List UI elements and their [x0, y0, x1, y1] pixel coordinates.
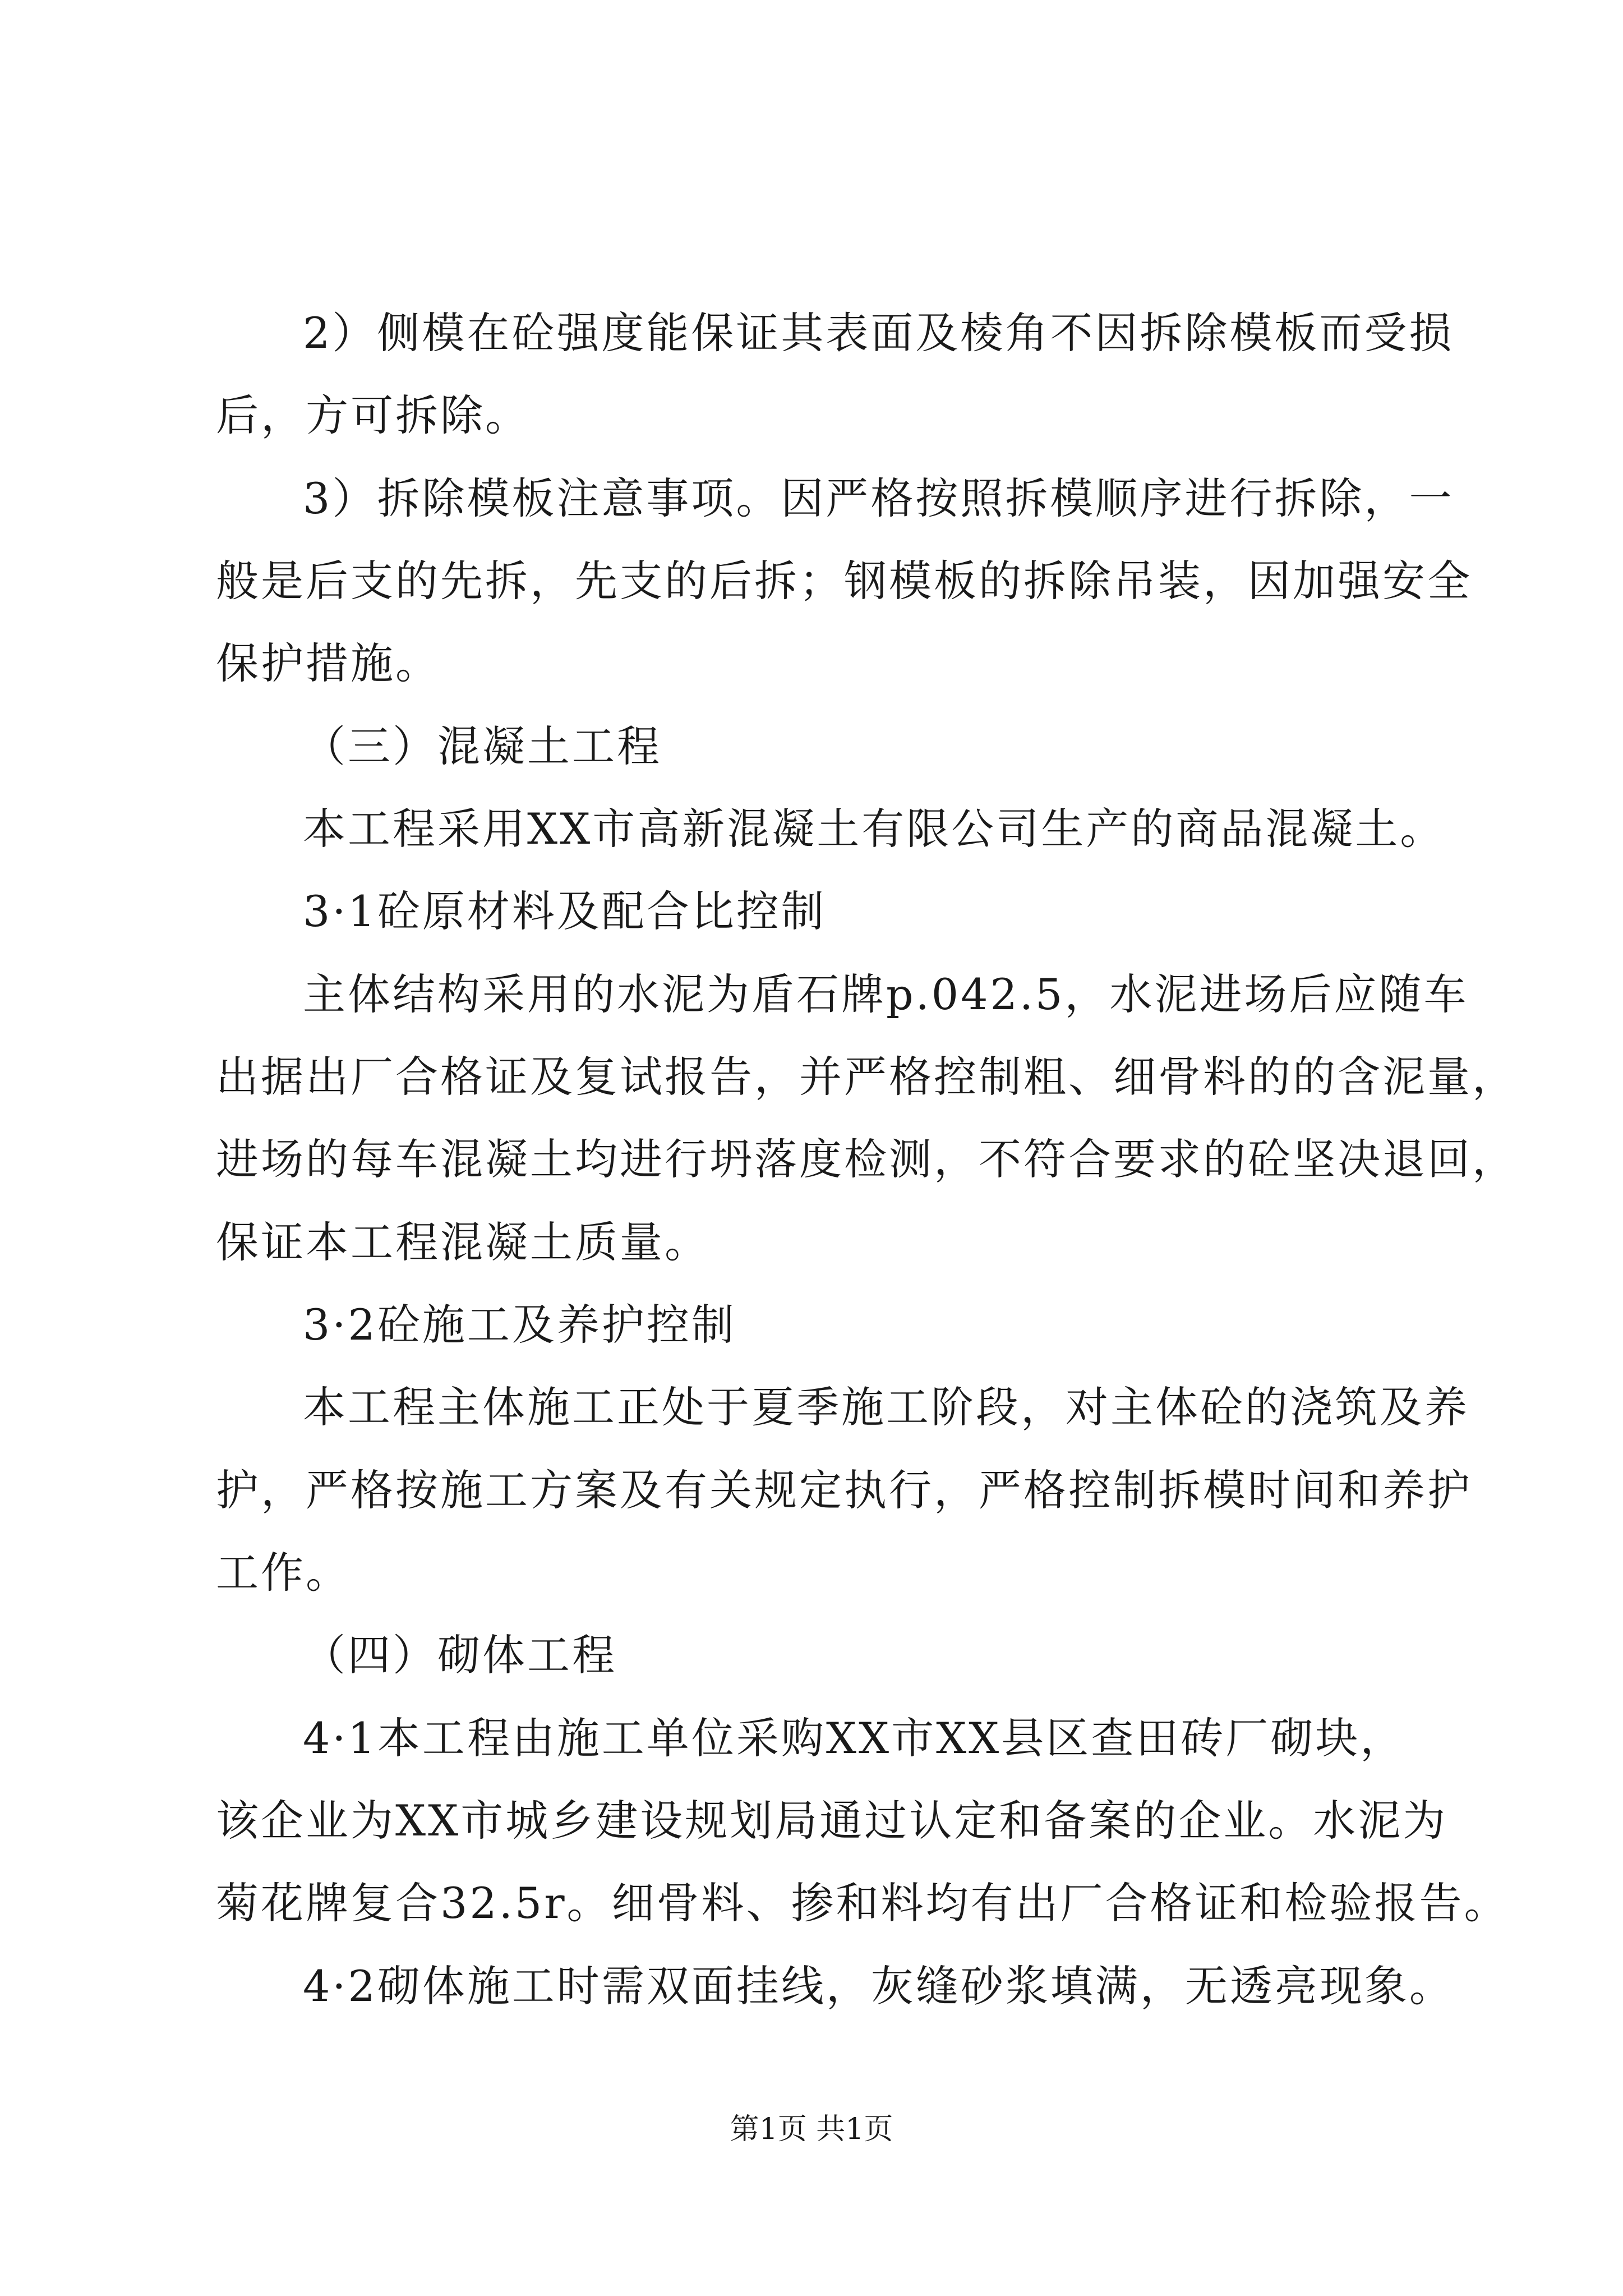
text-line: 护，严格按施工方案及有关规定执行，严格控制拆模时间和养护 — [216, 1465, 1472, 1515]
text-line: 该企业为XX市城乡建设规划局通过认定和备案的企业。水泥为 — [216, 1796, 1448, 1846]
text-line: 4·1本工程由施工单位采购XX市XX县区查田砖厂砌块， — [303, 1713, 1405, 1763]
subsection-heading: 3·1砼原材料及配合比控制 — [303, 886, 826, 936]
section-heading: （三）混凝土工程 — [303, 721, 662, 771]
subsection-heading: 3·2砼施工及养护控制 — [303, 1300, 736, 1350]
section-heading: （四）砌体工程 — [303, 1630, 617, 1680]
text-line: 后，方可拆除。 — [216, 390, 530, 440]
text-line: 菊花牌复合32.5r。细骨料、掺和料均有出厂合格证和检验报告。 — [216, 1878, 1509, 1928]
text-line: 本工程采用XX市高新混凝土有限公司生产的商品混凝土。 — [303, 804, 1445, 854]
text-line: 进场的每车混凝土均进行坍落度检测，不符合要求的砼坚决退回， — [216, 1134, 1517, 1184]
text-line: 保证本工程混凝土质量。 — [216, 1217, 709, 1267]
text-line: 工作。 — [216, 1548, 351, 1598]
page-footer: 第1页 共1页 — [730, 2113, 893, 2146]
text-line: 保护措施。 — [216, 638, 440, 688]
text-line: 2）侧模在砼强度能保证其表面及棱角不因拆除模板而受损 — [303, 308, 1454, 358]
text-line: 出据出厂合格证及复试报告，并严格控制粗、细骨料的的含泥量， — [216, 1052, 1517, 1102]
text-line: 4·2砌体施工时需双面挂线，灰缝砂浆填满，无透亮现象。 — [303, 1961, 1454, 2011]
text-line: 3）拆除模板注意事项。因严格按照拆模顺序进行拆除，一 — [303, 473, 1454, 523]
text-line: 本工程主体施工正处于夏季施工阶段，对主体砼的浇筑及养 — [303, 1382, 1469, 1432]
text-line: 主体结构采用的水泥为盾石牌p.042.5，水泥进场后应随车 — [303, 969, 1469, 1019]
text-line: 般是后支的先拆，先支的后拆；钢模板的拆除吊装，因加强安全 — [216, 556, 1472, 606]
